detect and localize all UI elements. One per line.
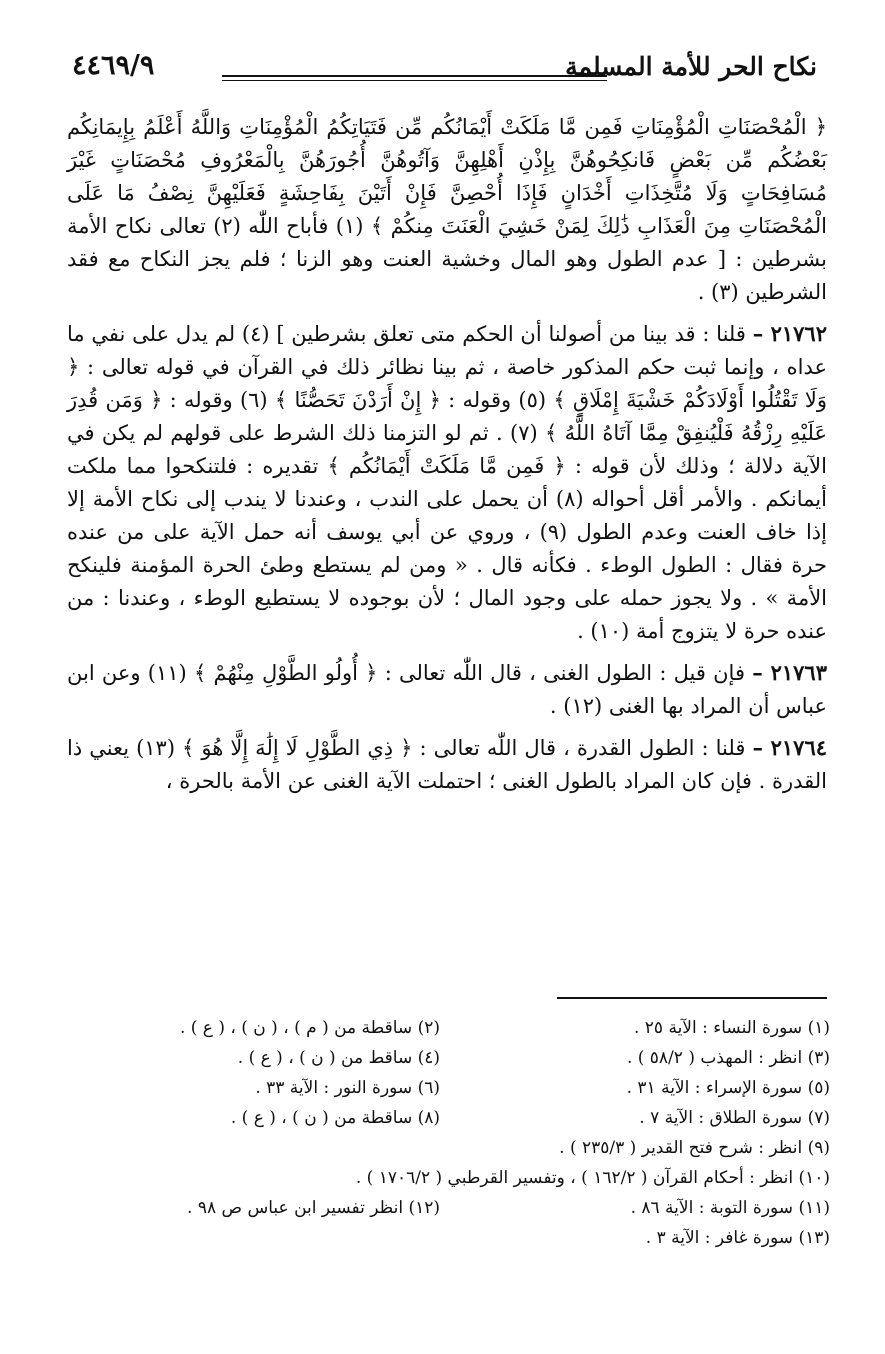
page-header — [72, 50, 817, 90]
paragraph-number: ٢١٧٦٤ – — [752, 735, 828, 760]
footnote: (٣) انظر : المهذب ( ٥٨/٢ ) . — [626, 1048, 830, 1068]
running-title: نكاح الحر للأمة المسلمة — [565, 52, 817, 81]
paragraph-text: قلنا : الطول القدرة ، قال اللّٰه تعالى : ﴿ ذِي الطَّوْلِ لَا إِلَٰهَ إِلَّا هُوَ ﴾ (١٣) يعني ذا القدرة . فإن كان المراد بالطول الغنى ؛ احتملت الآية الغنى عن الأمة بالحرة ، — [67, 736, 827, 793]
page-number: ٤٤٦٩/٩ — [72, 50, 155, 81]
footnote: (١٣) سورة غافر : الآية ٣ . — [645, 1228, 830, 1248]
paragraph-1 — [67, 110, 827, 309]
header-rule — [222, 75, 607, 81]
footnote-row — [50, 1223, 830, 1253]
footnote-separator — [557, 997, 827, 999]
paragraph-number: ٢١٧٦٢ – — [752, 321, 827, 346]
paragraph-21764 — [67, 731, 827, 798]
footnote: (١٠) انظر : أحكام القرآن ( ١٦٢/٢ ) ، وتفسير القرطبي ( ١٧٠٦/٢ ) . — [355, 1168, 830, 1188]
main-text — [67, 110, 827, 806]
footnote: (١٢) انظر تفسير ابن عباس ص ٩٨ . — [187, 1198, 440, 1218]
paragraph-text: فإن قيل : الطول الغنى ، قال اللّٰه تعالى : ﴿ أُولُو الطَّوْلِ مِنْهُمْ ﴾ (١١) وعن ابن عباس أن المراد بها الغنى (١٢) . — [67, 661, 827, 718]
paragraph-21763 — [67, 656, 827, 723]
footnote-row — [50, 1193, 830, 1223]
footnotes — [50, 1013, 830, 1253]
footnote-row — [50, 1013, 830, 1043]
footnote: (٢) ساقطة من ( م ) ، ( ن ) ، ( ع ) . — [179, 1018, 440, 1038]
footnote: (٩) انظر : شرح فتح القدير ( ٢٣٥/٣ ) . — [559, 1138, 830, 1158]
footnote-row — [50, 1073, 830, 1103]
paragraph-text: قلنا : قد بينا من أصولنا أن الحكم متى تعلق بشرطين ] (٤) لم يدل على نفي ما عداه ، وإنما ثبت حكم المذكور خاصة ، ثم بينا نظائر ذلك في القرآن في قوله تعالى : ﴿ وَلَا تَقْتُلُوا أَوْلَادَكُمْ خَشْيَةَ إِمْلَاقٍ ﴾ (٥) وقوله : ﴿ إِنْ أَرَدْنَ تَحَصُّنًا ﴾ (٦) وقوله : ﴿ وَمَن قُدِرَ عَلَيْهِ رِزْقُهُ فَلْيُنفِقْ مِمَّا آتَاهُ اللَّهُ ﴾ (٧) . ثم لو التزمنا ذلك الشرط على قولهم لم يكن في الآية دلالة ؛ وذلك لأن قوله : ﴿ فَمِن مَّا مَلَكَتْ أَيْمَانُكُم ﴾ تقديره : فلتنكحوا مما ملكت أيمانكم . والأمر أقل أحواله (٨) أن يحمل على الندب ، وعندنا لا يندب إلى نكاح الأمة إلا إذا خاف العنت وعدم الطول (٩) ، وروي عن أبي يوسف أنه حمل الآية على من عنده حرة فقال : الطول الوطء . فكأنه قال . « ومن لم يستطع وطئ الحرة المؤمنة فلينكح الأمة » . ولا يجوز حمله على وجود المال ؛ لأن بوجوده لا يستطيع الوطء ، وعندنا : من عنده حرة لا يتزوج أمة (١٠) . — [67, 322, 828, 643]
footnote-row — [50, 1133, 830, 1163]
footnote: (٧) سورة الطلاق : الآية ٧ . — [639, 1108, 830, 1128]
footnote: (٨) ساقطة من ( ن ) ، ( ع ) . — [230, 1108, 440, 1128]
paragraph-21762 — [67, 317, 827, 648]
footnote: (١١) سورة التوبة : الآية ٨٦ . — [630, 1198, 830, 1218]
footnote: (٦) سورة النور : الآية ٣٣ . — [255, 1078, 440, 1098]
footnote: (٥) سورة الإسراء : الآية ٣١ . — [626, 1078, 830, 1098]
paragraph-number: ٢١٧٦٣ – — [752, 660, 827, 685]
footnote-row — [50, 1163, 830, 1193]
footnote-row — [50, 1043, 830, 1073]
footnote: (١) سورة النساء : الآية ٢٥ . — [633, 1018, 830, 1038]
footnote-row — [50, 1103, 830, 1133]
footnote: (٤) ساقط من ( ن ) ، ( ع ) . — [237, 1048, 440, 1068]
paragraph-text: ﴿ الْمُحْصَنَاتِ الْمُؤْمِنَاتِ فَمِن مَّا مَلَكَتْ أَيْمَانُكُم مِّن فَتَيَاتِكُمُ الْمُؤْمِنَاتِ وَاللَّهُ أَعْلَمُ بِإِيمَانِكُم بَعْضُكُم مِّن بَعْضٍ فَانكِحُوهُنَّ بِإِذْنِ أَهْلِهِنَّ وَآتُوهُنَّ أُجُورَهُنَّ بِالْمَعْرُوفِ مُحْصَنَاتٍ غَيْرَ مُسَافِحَاتٍ وَلَا مُتَّخِذَاتِ أَخْدَانٍ فَإِذَا أُحْصِنَّ فَإِنْ أَتَيْنَ بِفَاحِشَةٍ فَعَلَيْهِنَّ نِصْفُ مَا عَلَى الْمُحْصَنَاتِ مِنَ الْعَذَابِ ذَٰلِكَ لِمَنْ خَشِيَ الْعَنَتَ مِنكُمْ ﴾ (١) فأباح اللّٰه (٢) تعالى نكاح الأمة بشرطين : [ عدم الطول وهو المال وخشية العنت وهو الزنا ؛ فلم يجز النكاح مع فقد الشرطين (٣) . — [67, 115, 827, 304]
